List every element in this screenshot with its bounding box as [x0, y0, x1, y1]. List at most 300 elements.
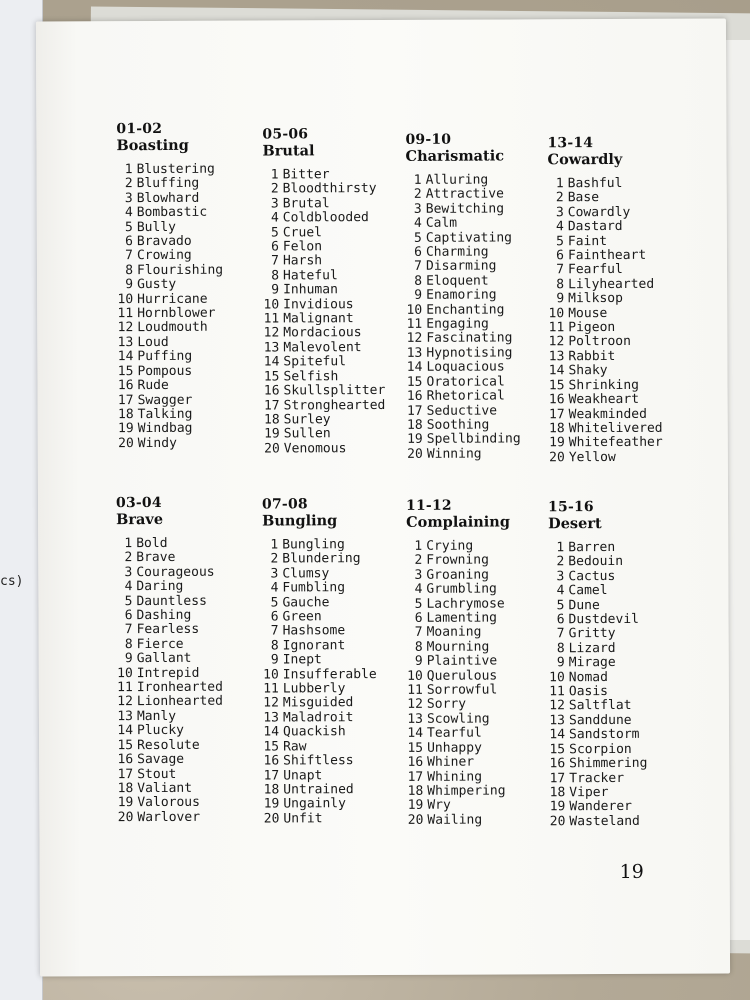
item-number: 5 — [270, 225, 279, 241]
item-word: Cowardly — [567, 204, 631, 221]
item-word: Warlover — [137, 809, 201, 825]
list-item — [116, 594, 266, 609]
list-item — [406, 611, 556, 626]
item-number: 9 — [271, 282, 280, 298]
item-word: Bewitching — [425, 201, 505, 217]
item-word: Cactus — [568, 568, 616, 585]
item-number: 20 — [549, 813, 566, 829]
section-range: 09-10 — [405, 131, 452, 148]
list-item — [263, 754, 413, 769]
section-range: 03-04 — [115, 494, 162, 512]
item-word: Oasis — [568, 684, 609, 700]
list-item — [263, 254, 413, 269]
list-item — [548, 541, 698, 556]
item-number: 9 — [556, 655, 565, 671]
list-item — [118, 407, 268, 422]
list-item — [263, 211, 413, 226]
item-word: Maladroit — [282, 710, 354, 726]
item-word: Faint — [567, 233, 608, 249]
item-number: 6 — [414, 610, 423, 626]
item-number: 17 — [263, 767, 280, 784]
item-number: 1 — [124, 536, 133, 552]
item-number: 1 — [124, 162, 133, 178]
item-word: Talking — [137, 406, 193, 422]
item-number: 5 — [556, 233, 564, 249]
item-number: 18 — [549, 421, 565, 437]
item-number: 7 — [271, 253, 280, 269]
list-item — [117, 738, 267, 753]
item-word: Wasteland — [569, 813, 640, 829]
item-number: 10 — [117, 291, 134, 307]
item-word: Calm — [425, 215, 458, 232]
item-word: Loquacious — [426, 359, 505, 376]
item-number: 3 — [270, 566, 279, 582]
item-word: Rude — [137, 378, 169, 394]
item-word: Lilyhearted — [568, 276, 655, 293]
item-number: 14 — [406, 360, 423, 376]
item-number: 19 — [407, 798, 424, 814]
item-number: 7 — [270, 623, 279, 639]
item-number: 13 — [263, 340, 280, 356]
item-word: Oratorical — [426, 374, 505, 390]
section-range: 15-16 — [548, 499, 594, 516]
item-word: Mouse — [568, 305, 608, 321]
item-word: Wailing — [427, 812, 483, 828]
item-word: Raw — [283, 739, 307, 755]
item-word: Alluring — [425, 172, 489, 188]
section-range: 11-12 — [406, 497, 452, 514]
item-word: Camel — [568, 583, 608, 599]
item-word: Lamenting — [426, 610, 498, 626]
item-number: 4 — [124, 579, 133, 595]
item-number: 18 — [263, 782, 280, 798]
item-number: 9 — [270, 652, 279, 668]
list-item — [116, 537, 266, 552]
item-number: 18 — [117, 780, 134, 797]
list-item — [263, 639, 413, 654]
item-number: 11 — [117, 680, 133, 696]
item-word: Green — [282, 609, 322, 625]
word-list — [548, 541, 699, 830]
item-word: Groaning — [426, 567, 489, 583]
item-number: 14 — [117, 349, 134, 365]
item-number: 6 — [556, 612, 565, 628]
item-number: 6 — [414, 244, 422, 260]
item-word: Shiftless — [283, 753, 354, 769]
item-number: 12 — [407, 697, 423, 713]
item-number: 6 — [125, 234, 133, 250]
item-number: 5 — [556, 597, 565, 613]
item-number: 10 — [407, 668, 423, 684]
list-item — [407, 727, 557, 742]
item-number: 2 — [413, 187, 422, 203]
list-item — [548, 249, 698, 264]
item-word: Soothing — [426, 417, 490, 433]
list-item — [263, 269, 413, 284]
item-word: Dauntless — [136, 593, 207, 609]
section-charismatic — [405, 131, 556, 462]
item-number: 16 — [549, 756, 566, 772]
list-item — [549, 656, 699, 671]
item-number: 3 — [413, 201, 422, 217]
item-number: 20 — [263, 811, 280, 827]
item-number: 20 — [407, 446, 423, 462]
item-word: Lachrymose — [426, 596, 505, 612]
item-word: Eloquent — [426, 273, 489, 289]
item-number: 2 — [270, 181, 279, 197]
item-number: 18 — [406, 417, 423, 433]
list-item — [548, 177, 698, 192]
item-word: Mordacious — [283, 325, 362, 341]
item-number: 16 — [263, 753, 280, 769]
section-title: Desert — [548, 515, 602, 533]
item-word: Savage — [137, 751, 185, 768]
list-item — [117, 364, 267, 379]
list-item — [117, 695, 267, 710]
item-word: Hurricane — [137, 291, 208, 307]
section-title: Brutal — [262, 142, 315, 160]
adjacent-page-text: cs) — [0, 574, 24, 589]
item-word: Intrepid — [136, 665, 200, 681]
list-item — [407, 784, 557, 799]
list-item — [117, 350, 267, 365]
item-word: Rabbit — [568, 348, 616, 365]
item-word: Viper — [569, 784, 609, 801]
word-list — [548, 177, 699, 466]
item-word: Wanderer — [569, 799, 633, 815]
item-number: 9 — [414, 288, 423, 304]
item-number: 15 — [549, 741, 566, 757]
item-word: Bungling — [282, 537, 345, 553]
item-word: Stronghearted — [283, 397, 386, 413]
item-word: Malevolent — [283, 339, 362, 356]
item-word: Bombastic — [136, 204, 208, 221]
list-item — [549, 670, 699, 685]
section-title: Cowardly — [547, 150, 623, 169]
section-range: 05-06 — [262, 126, 309, 143]
item-word: Weakminded — [568, 406, 647, 422]
item-number: 10 — [117, 665, 133, 681]
item-word: Barren — [568, 539, 616, 556]
item-word: Ignorant — [282, 638, 346, 654]
item-word: Bedouin — [568, 554, 624, 570]
item-number: 19 — [263, 796, 280, 812]
item-number: 2 — [270, 551, 279, 567]
item-number: 11 — [548, 320, 565, 336]
item-word: Sandstorm — [569, 727, 640, 743]
item-number: 3 — [270, 196, 279, 212]
section-range: 13-14 — [547, 135, 594, 152]
item-word: Gauche — [282, 594, 330, 611]
section-boasting — [116, 121, 267, 452]
item-number: 1 — [413, 172, 422, 188]
item-number: 16 — [263, 383, 280, 399]
list-item — [407, 683, 557, 698]
item-number: 16 — [117, 752, 134, 768]
item-number: 7 — [414, 625, 423, 641]
item-word: Loudmouth — [137, 320, 208, 336]
item-word: Skullsplitter — [283, 383, 386, 399]
item-number: 8 — [271, 268, 280, 284]
section-brave — [116, 495, 267, 826]
section-bungling — [262, 496, 413, 827]
item-number: 13 — [407, 711, 424, 727]
page-number: 19 — [619, 860, 644, 883]
item-word: Windbag — [137, 421, 193, 437]
item-word: Enchanting — [426, 302, 505, 318]
list-item — [116, 565, 266, 580]
item-word: Moaning — [426, 625, 482, 641]
item-number: 19 — [549, 435, 565, 451]
item-word: Blustering — [136, 161, 215, 178]
item-word: Hateful — [282, 268, 338, 284]
list-item — [407, 447, 557, 462]
list-item — [117, 753, 267, 768]
item-word: Blowhard — [136, 190, 200, 206]
item-word: Sorrowful — [426, 682, 498, 698]
item-word: Shimmering — [569, 755, 648, 772]
list-item — [407, 433, 557, 448]
section-complaining — [406, 497, 557, 828]
item-word: Dustdevil — [568, 611, 640, 628]
item-number: 11 — [263, 311, 280, 327]
item-word: Courageous — [136, 564, 215, 580]
item-number: 6 — [270, 609, 279, 625]
item-word: Fearful — [567, 262, 623, 278]
item-number: 1 — [270, 537, 279, 553]
word-list — [406, 539, 557, 828]
item-number: 12 — [549, 698, 565, 714]
item-number: 6 — [556, 248, 564, 264]
item-number: 4 — [413, 216, 422, 232]
item-number: 13 — [117, 708, 133, 725]
list-item — [549, 627, 699, 642]
list-item — [549, 814, 699, 829]
list-item — [117, 379, 267, 394]
item-word: Bashful — [567, 175, 623, 192]
list-item — [548, 569, 698, 584]
item-word: Saltflat — [568, 698, 632, 714]
item-word: Invidious — [283, 296, 354, 313]
list-item — [548, 335, 698, 350]
item-word: Inept — [282, 652, 322, 668]
item-number: 12 — [263, 695, 279, 711]
item-number: 15 — [548, 377, 565, 393]
item-number: 4 — [270, 210, 279, 226]
word-list — [262, 538, 413, 827]
item-word: Shaky — [568, 363, 608, 379]
list-item — [117, 235, 267, 250]
item-number: 15 — [406, 374, 423, 390]
item-word: Whiner — [427, 754, 475, 770]
item-word: Bloodthirsty — [282, 181, 377, 197]
item-number: 9 — [125, 277, 134, 293]
item-word: Whitelivered — [568, 420, 663, 437]
item-number: 10 — [549, 669, 565, 685]
item-number: 20 — [549, 449, 565, 465]
list-item — [263, 182, 413, 197]
item-word: Spiteful — [283, 354, 347, 370]
item-word: Poltroon — [568, 334, 631, 350]
item-number: 7 — [556, 262, 565, 278]
item-number: 18 — [407, 783, 424, 799]
item-number: 17 — [406, 403, 423, 419]
item-number: 11 — [263, 681, 279, 697]
list-item — [548, 584, 698, 599]
item-number: 4 — [555, 219, 564, 235]
list-item — [263, 225, 413, 240]
section-range: 07-08 — [261, 496, 308, 513]
list-item — [548, 220, 698, 235]
list-item — [407, 813, 557, 828]
item-number: 16 — [407, 754, 424, 770]
item-number: 19 — [117, 795, 134, 811]
word-list — [117, 163, 268, 452]
item-word: Brutal — [282, 196, 330, 212]
item-number: 8 — [556, 277, 565, 293]
item-number: 11 — [407, 682, 423, 698]
section-title: Boasting — [116, 136, 189, 155]
list-item — [407, 712, 557, 727]
item-word: Tearful — [426, 725, 482, 742]
item-word: Fearless — [136, 622, 200, 638]
list-item — [549, 641, 699, 656]
section-title: Bungling — [262, 512, 338, 530]
list-item — [548, 555, 698, 570]
item-word: Flourishing — [136, 262, 224, 278]
item-number: 3 — [124, 564, 133, 580]
section-title: Complaining — [406, 513, 510, 531]
item-word: Nomad — [568, 669, 608, 685]
item-number: 4 — [270, 580, 279, 596]
item-word: Ironhearted — [136, 679, 223, 696]
item-word: Yellow — [568, 449, 616, 465]
item-number: 13 — [117, 334, 134, 351]
list-item — [117, 623, 267, 638]
item-word: Lionhearted — [136, 694, 224, 710]
item-word: Mirage — [568, 655, 616, 671]
item-word: Seductive — [426, 403, 498, 419]
item-number: 18 — [549, 785, 566, 801]
item-number: 19 — [264, 426, 280, 442]
section-brutal — [262, 126, 413, 457]
item-number: 7 — [414, 259, 423, 275]
item-number: 5 — [270, 595, 279, 611]
item-word: Gritty — [568, 626, 616, 642]
item-word: Winning — [426, 446, 482, 462]
list-item — [262, 595, 412, 610]
item-word: Bravado — [136, 233, 192, 250]
item-number: 2 — [556, 554, 565, 570]
list-item — [549, 771, 699, 786]
item-word: Fascinating — [426, 330, 513, 347]
item-number: 17 — [117, 392, 134, 408]
word-list — [116, 537, 267, 826]
item-word: Selfish — [283, 368, 339, 385]
item-number: 4 — [124, 205, 133, 221]
item-word: Querulous — [426, 668, 498, 684]
item-number: 2 — [124, 176, 133, 192]
item-word: Valorous — [137, 795, 200, 811]
list-item — [548, 349, 698, 364]
list-item — [263, 812, 413, 827]
item-number: 2 — [124, 550, 133, 566]
item-number: 17 — [117, 766, 134, 782]
item-word: Weakheart — [568, 391, 640, 408]
item-number: 12 — [548, 334, 565, 350]
item-number: 3 — [556, 569, 565, 585]
item-word: Rhetorical — [426, 388, 505, 404]
item-word: Sorry — [426, 697, 467, 713]
item-number: 15 — [407, 740, 424, 756]
item-word: Malignant — [283, 311, 354, 327]
item-number: 20 — [118, 435, 134, 451]
item-word: Coldblooded — [282, 210, 369, 226]
item-number: 15 — [117, 363, 134, 379]
item-word: Unfit — [283, 810, 323, 827]
item-word: Frowning — [426, 552, 489, 569]
item-number: 3 — [124, 190, 133, 206]
list-item — [117, 637, 267, 652]
item-word: Cruel — [282, 224, 323, 241]
item-word: Sullen — [283, 426, 331, 442]
item-word: Attractive — [425, 186, 504, 203]
list-item — [264, 398, 414, 413]
item-number: 18 — [117, 406, 134, 423]
item-number: 13 — [548, 349, 565, 365]
item-word: Clumsy — [282, 566, 330, 582]
item-word: Dashing — [136, 607, 192, 624]
item-number: 13 — [263, 710, 279, 726]
list-item — [549, 436, 699, 451]
item-word: Plaintive — [426, 653, 498, 670]
list-item — [117, 709, 267, 724]
item-word: Insufferable — [282, 666, 377, 683]
list-item — [263, 355, 413, 370]
list-item — [407, 755, 557, 770]
section-title: Charismatic — [405, 147, 505, 165]
item-word: Blundering — [282, 551, 361, 567]
item-word: Spellbinding — [426, 431, 521, 448]
word-list — [406, 173, 557, 462]
item-word: Crowing — [136, 248, 192, 264]
list-item — [548, 205, 698, 220]
item-number: 13 — [406, 345, 423, 361]
list-item — [118, 422, 268, 437]
item-word: Surley — [283, 412, 331, 428]
item-number: 20 — [117, 809, 134, 825]
item-number: 8 — [270, 638, 279, 654]
item-word: Tracker — [569, 770, 625, 786]
item-word: Bitter — [282, 167, 330, 183]
item-word: Unapt — [283, 767, 323, 783]
item-word: Inhuman — [283, 282, 338, 298]
item-number: 8 — [124, 636, 133, 652]
item-number: 14 — [263, 724, 280, 740]
list-item — [117, 263, 267, 278]
item-number: 15 — [263, 369, 280, 385]
item-word: Base — [567, 190, 600, 206]
item-number: 7 — [125, 248, 133, 264]
item-word: Lizard — [568, 640, 616, 657]
item-number: 9 — [124, 651, 133, 667]
item-word: Scowling — [426, 711, 490, 727]
item-word: Whining — [427, 769, 483, 785]
item-number: 8 — [414, 639, 423, 655]
item-number: 6 — [271, 239, 279, 255]
section-desert — [548, 499, 699, 830]
item-number: 6 — [124, 608, 133, 624]
